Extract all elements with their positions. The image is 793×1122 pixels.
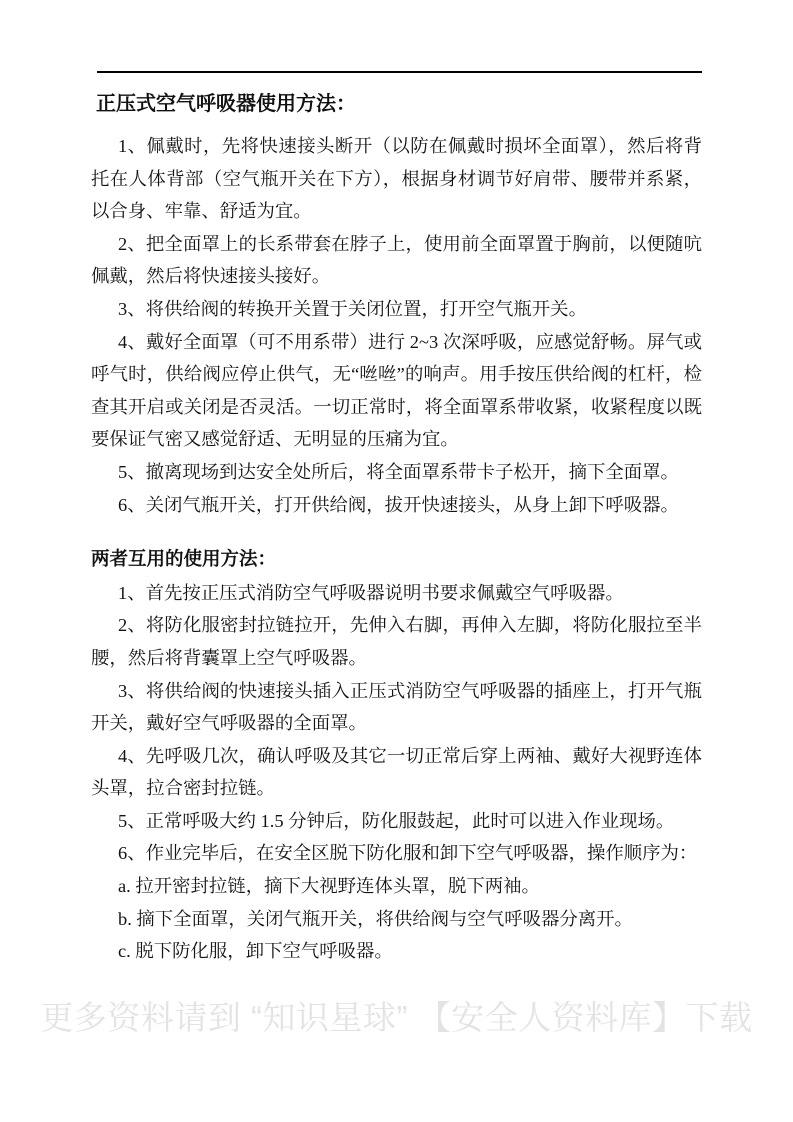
section2-paragraph-4: 4、先呼吸几次，确认呼吸及其它一切正常后穿上两袖、戴好大视野连体头罩，拉合密封拉链。: [91, 745, 702, 799]
section2-title: 两者互用的使用方法：: [91, 550, 277, 571]
header-rule: [97, 71, 702, 73]
section1-paragraph-2: 2、把全面罩上的长系带套在脖子上，使用前全面罩置于胸前，以便随吭佩戴，然后将快速接头接好。: [91, 233, 702, 287]
section1-paragraph-3: 3、将供给阀的转换开关置于关闭位置，打开空气瓶开关。: [118, 298, 587, 319]
watermark-text: 更多资料请到 “知识星球” 【安全人资料库】下载: [40, 999, 753, 1036]
section2-paragraph-6: 6、作业完毕后，在安全区脱下防化服和卸下空气呼吸器，操作顺序为：: [118, 843, 698, 864]
section2-step-a: a. 拉开密封拉链，摘下大视野连体头罩，脱下两袖。: [118, 876, 540, 897]
section1-paragraph-6: 6、关闭气瓶开关，打开供给阀，拔开快速接头，从身上卸下呼吸器。: [118, 494, 679, 515]
section2-step-c: c. 脱下防化服，卸下空气呼吸器。: [118, 941, 393, 962]
section2-paragraph-2: 2、将防化服密封拉链拉开，先伸入右脚，再伸入左脚，将防化服拉至半腰，然后将背囊罩上空气呼吸器。: [91, 615, 702, 668]
section1-paragraph-5: 5、撤离现场到达安全处所后，将全面罩系带卡子松开，摘下全面罩。: [118, 461, 679, 482]
section2-body: [91, 577, 702, 968]
section1-paragraph-4: 4、戴好全面罩（可不用系带）进行 2~3 次深呼吸，应感觉舒畅。屏气或呼气时，供给阀应停止供气，无“咝咝”的响声。用手按压供给阀的杠杆，检查其开启或关闭是否灵活。一切正常时，将全面罩系带收紧，收紧程度以既要保证气密又感觉舒适、无明显的压痛为宜。: [91, 331, 702, 450]
section2-step-b: b. 摘下全面罩，关闭气瓶开关，将供给阀与空气呼吸器分离开。: [118, 908, 633, 929]
section2-paragraph-1: 1、首先按正压式消防空气呼吸器说明书要求佩戴空气呼吸器。: [118, 582, 624, 603]
section1-paragraph-1: 1、佩戴时，先将快速接头断开（以防在佩戴时损坏全面罩），然后将背托在人体背部（空气瓶开关在下方），根据身材调节好肩带、腰带并系紧，以合身、牢靠、舒适为宜。: [91, 136, 702, 222]
section2-paragraph-5: 5、正常呼吸大约 1.5 分钟后，防化服鼓起，此时可以进入作业现场。: [118, 810, 675, 831]
section2-paragraph-3: 3、将供给阀的快速接头插入正压式消防空气呼吸器的插座上，打开气瓶开关，戴好空气呼吸器的全面罩。: [91, 680, 702, 734]
section1-body: [91, 130, 702, 521]
section1-title: 正压式空气呼吸器使用方法：: [96, 93, 356, 115]
